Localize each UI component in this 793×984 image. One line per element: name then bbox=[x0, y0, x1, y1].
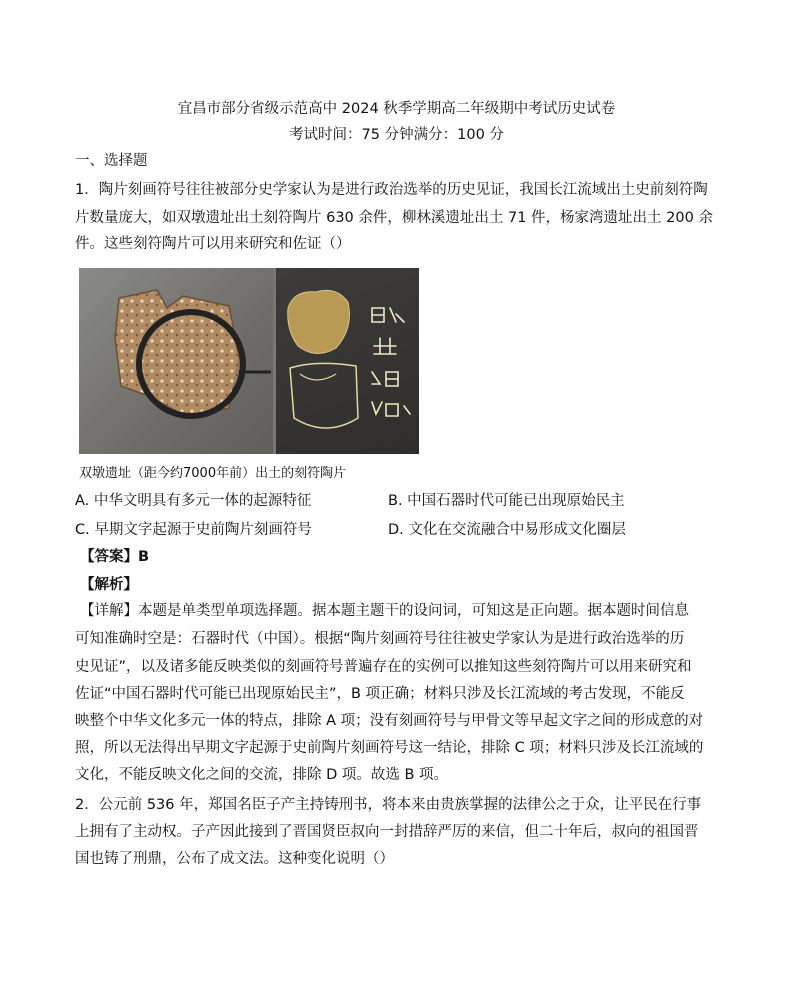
q1-line-2: 片数量庞大，如双墩遗址出土刻符陶片 630 余件，柳林溪遗址出土 71 件，杨家湾遗址出土 200 余 bbox=[75, 210, 713, 226]
detail-line-5: 映整个中华文化多元一体的特点，排除 A 项；没有刻画符号与甲骨文等早起文字之间的形成意的对 bbox=[75, 713, 704, 729]
detail-line-4: 佐证“中国石器时代可能已出现原始民主”，B 项正确；材料只涉及长江流域的考古发现，不能反 bbox=[75, 686, 685, 702]
exam-subtitle: 考试时间：75 分钟满分：100 分 bbox=[289, 127, 504, 143]
option-a: A. 中华文明具有多元一体的起源特征 bbox=[75, 493, 312, 509]
q1-line-1: 1．陶片刻画符号往往被部分史学家认为是进行政治选举的历史见证，我国长江流域出土史前刻符陶 bbox=[75, 182, 708, 198]
shard-photo-left bbox=[79, 268, 273, 454]
option-d: D. 文化在交流融合中易形成文化圈层 bbox=[388, 522, 626, 538]
answer-label: 【答案】B bbox=[80, 549, 150, 565]
q2-line-1: 2．公元前 536 年，郑国名臣子产主持铸刑书，将本来由贵族掌握的法律公之于众，让平民在行事 bbox=[75, 797, 702, 813]
detail-line-1: 【详解】本题是单类型单项选择题。据本题主题干的设问词，可知这是正向题。据本题时间信息 bbox=[80, 603, 689, 619]
q2-line-2: 上拥有了主动权。子产因此接到了晋国贤臣叔向一封措辞严厉的来信，但二十年后，叔向的祖国晋 bbox=[75, 824, 699, 840]
option-b: B. 中国石器时代可能已出现原始民主 bbox=[388, 493, 625, 509]
exam-title: 宜昌市部分省级示范高中 2024 秋季学期高二年级期中考试历史试卷 bbox=[177, 101, 616, 117]
image-caption: 双墩遗址（距今约7000年前）出土的刻符陶片 bbox=[79, 466, 347, 481]
detail-line-7: 文化，不能反映文化之间的交流，排除 D 项。故选 B 项。 bbox=[75, 767, 449, 783]
q2-line-3: 国也铸了刑鼎，公布了成文法。这种变化说明（） bbox=[75, 851, 394, 867]
option-c: C. 早期文字起源于史前陶片刻画符号 bbox=[75, 522, 312, 538]
detail-line-2: 可知准确时空是：石器时代（中国）。根据“陶片刻画符号往往被史学家认为是进行政治选举的历 bbox=[75, 631, 685, 647]
analysis-label: 【解析】 bbox=[80, 577, 138, 593]
shard-photo-right bbox=[276, 268, 419, 454]
pottery-shard-photo bbox=[79, 268, 419, 454]
detail-line-6: 照，所以无法得出早期文字起源于史前陶片刻画符号这一结论，排除 C 项；材料只涉及长江流域的 bbox=[75, 740, 704, 756]
section-heading: 一、选择题 bbox=[75, 153, 148, 169]
detail-line-3: 史见证”，以及诸多能反映类似的刻画符号普遍存在的实例可以推知这些刻符陶片可以用来研究和 bbox=[75, 659, 692, 675]
q1-line-3: 件。这些刻符陶片可以用来研究和佐证（） bbox=[75, 236, 351, 252]
